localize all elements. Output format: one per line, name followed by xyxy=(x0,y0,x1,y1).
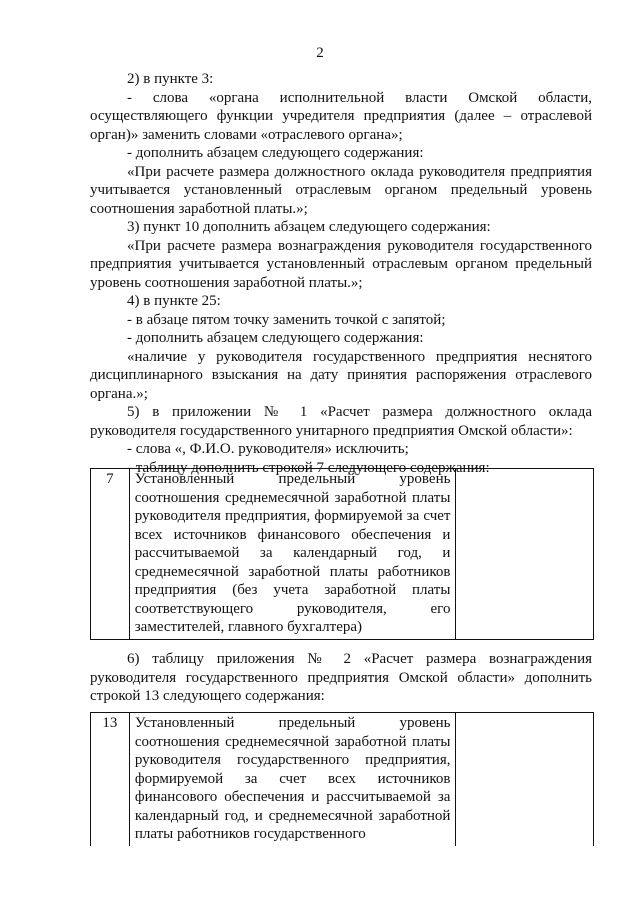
paragraph-quote-salary: «При расчете размера должностного оклада руководителя предприятия учитывается установленный отраслевым органом предельный уровень соотношения заработной платы.»; xyxy=(90,163,592,217)
paragraph-replace-dot: - в абзаце пятом точку заменить точкой с запятой; xyxy=(127,311,446,328)
paragraph-quote-discipline: «наличие у руководителя государственного предприятия неснятого дисциплинарного взыскания на дату принятия распоряжения отраслевого органа.»; xyxy=(90,348,592,402)
paragraph-replace-words: - слова «органа исполнительной власти Омской области, осуществляющего функции учредителя предприятия (далее – отраслевой орган)» заменить словами «отраслевого органа»; xyxy=(90,89,592,143)
table-row-7 xyxy=(90,468,594,640)
paragraph-item-5: 5) в приложении № 1 «Расчет размера должностного оклада руководителя государственного унитарного предприятия Омской области»: xyxy=(90,404,592,439)
row-value-cell xyxy=(456,469,594,640)
paragraph-exclude-words: - слова «, Ф.И.О. руководителя» исключить; xyxy=(127,441,409,457)
table-row-13 xyxy=(90,712,594,846)
paragraph-table-add-row-7: - таблицу дополнить строкой 7 следующего содержания: xyxy=(127,459,490,476)
paragraph-item-3: 3) пункт 10 дополнить абзацем следующего содержания: xyxy=(127,219,491,235)
amendment-table-2 xyxy=(90,712,594,846)
paragraph-item-4: 4) в пункте 25: xyxy=(127,293,221,309)
page-number: 2 xyxy=(316,45,324,61)
table-row xyxy=(91,469,594,640)
row-text-cell: Установленный предельный уровень соотношения среднемесячной заработной платы руководителя предприятия, формируемой за счет всех источников финансового обеспечения и рассчитываемой за календарный год, и среднемесячной заработной платы работников предприятия (без учета заработной платы соответствующего руководителя, его заместителей, главного бухгалтера) xyxy=(129,469,456,640)
paragraph-quote-reward: «При расчете размера вознаграждения руководителя государственного предприятия учитывается установленный отраслевым органом предельный уровень соотношения заработной платы.»; xyxy=(90,237,592,291)
paragraph-add-clause: - дополнить абзацем следующего содержания: xyxy=(127,145,424,161)
row-text-cell: Установленный предельный уровень соотношения среднемесячной заработной платы руководителя государственного предприятия, формируемой за счет всех источников финансового обеспечения и рассчитываемой за календарный год, и среднемесячной заработной платы работников государственного xyxy=(129,713,456,846)
amendment-table-1 xyxy=(90,468,594,640)
row-value-cell xyxy=(456,713,594,846)
row-number-cell: 13 xyxy=(91,713,130,846)
paragraph-item-6-block xyxy=(90,650,592,706)
paragraph-item-6: 6) таблицу приложения № 2 «Расчет размера вознаграждения руководителя государственного предприятия Омской области» дополнить строкой 13 следующего содержания: xyxy=(90,651,592,704)
paragraph-add-clause-2: - дополнить абзацем следующего содержания: xyxy=(127,330,424,346)
paragraph-item-2: 2) в пункте 3: xyxy=(127,71,214,87)
document-body xyxy=(90,70,592,477)
table-row xyxy=(91,713,594,846)
row-number-cell: 7 xyxy=(91,469,130,640)
